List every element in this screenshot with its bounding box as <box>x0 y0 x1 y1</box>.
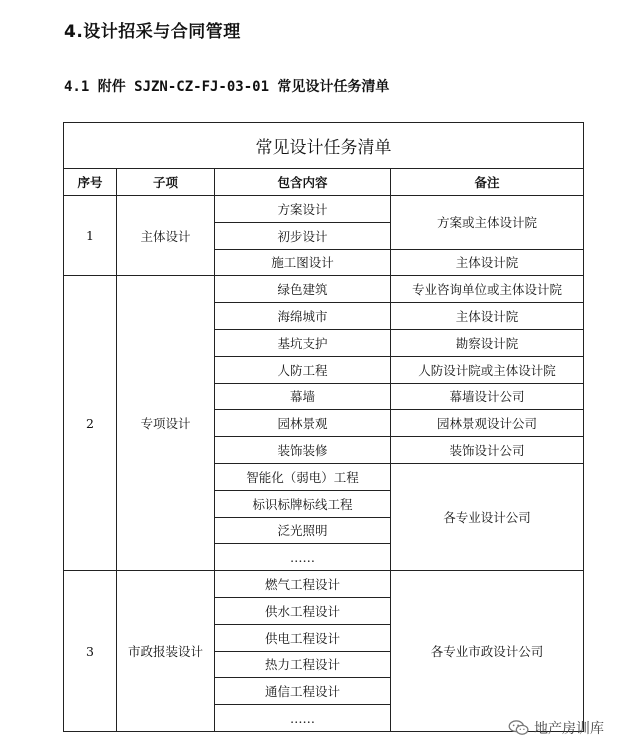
cell-remark: 主体设计院 <box>391 303 584 330</box>
cell-remark: 勘察设计院 <box>391 329 584 356</box>
cell-content: 装饰装修 <box>215 437 391 464</box>
cell-content: 燃气工程设计 <box>215 571 391 598</box>
watermark <box>508 718 604 738</box>
cell-item: 市政报装设计 <box>117 571 215 732</box>
cell-no: 1 <box>64 196 117 276</box>
cell-no: 2 <box>64 276 117 571</box>
cell-content: 供水工程设计 <box>215 597 391 624</box>
design-task-table <box>63 122 584 732</box>
table-row <box>64 571 584 598</box>
cell-content: 人防工程 <box>215 356 391 383</box>
cell-remark: 专业咨询单位或主体设计院 <box>391 276 584 303</box>
section-title: 4.设计招采与合同管理 <box>64 22 241 42</box>
cell-item: 主体设计 <box>117 196 215 276</box>
cell-content: 绿色建筑 <box>215 276 391 303</box>
header-no: 序号 <box>64 169 117 196</box>
cell-remark: 方案或主体设计院 <box>391 196 584 250</box>
header-remarks: 备注 <box>391 169 584 196</box>
table-title-row <box>64 123 584 169</box>
table-row <box>64 276 584 303</box>
cell-content: 热力工程设计 <box>215 651 391 678</box>
cell-content: 通信工程设计 <box>215 678 391 705</box>
cell-content: …… <box>215 705 391 732</box>
cell-content: 海绵城市 <box>215 303 391 330</box>
cell-content: …… <box>215 544 391 571</box>
wechat-icon <box>508 720 530 736</box>
cell-content: 基坑支护 <box>215 329 391 356</box>
cell-content: 供电工程设计 <box>215 624 391 651</box>
cell-remark: 各专业市政设计公司 <box>391 571 584 732</box>
cell-remark: 主体设计院 <box>391 249 584 276</box>
cell-content: 智能化（弱电）工程 <box>215 463 391 490</box>
cell-remark: 幕墙设计公司 <box>391 383 584 410</box>
cell-remark: 园林景观设计公司 <box>391 410 584 437</box>
cell-content: 施工图设计 <box>215 249 391 276</box>
cell-remark: 人防设计院或主体设计院 <box>391 356 584 383</box>
cell-no: 3 <box>64 571 117 732</box>
cell-remark: 装饰设计公司 <box>391 437 584 464</box>
cell-content: 初步设计 <box>215 222 391 249</box>
header-contents: 包含内容 <box>215 169 391 196</box>
table-row <box>64 196 584 223</box>
cell-content: 幕墙 <box>215 383 391 410</box>
table-title: 常见设计任务清单 <box>64 123 584 169</box>
cell-item: 专项设计 <box>117 276 215 571</box>
watermark-text: 地产房训库 <box>534 721 604 737</box>
cell-remark: 各专业设计公司 <box>391 463 584 570</box>
subsection-title: 4.1 附件 SJZN-CZ-FJ-03-01 常见设计任务清单 <box>64 79 390 95</box>
cell-content: 方案设计 <box>215 196 391 223</box>
table-header-row <box>64 169 584 196</box>
cell-content: 园林景观 <box>215 410 391 437</box>
cell-content: 泛光照明 <box>215 517 391 544</box>
cell-content: 标识标牌标线工程 <box>215 490 391 517</box>
header-item: 子项 <box>117 169 215 196</box>
